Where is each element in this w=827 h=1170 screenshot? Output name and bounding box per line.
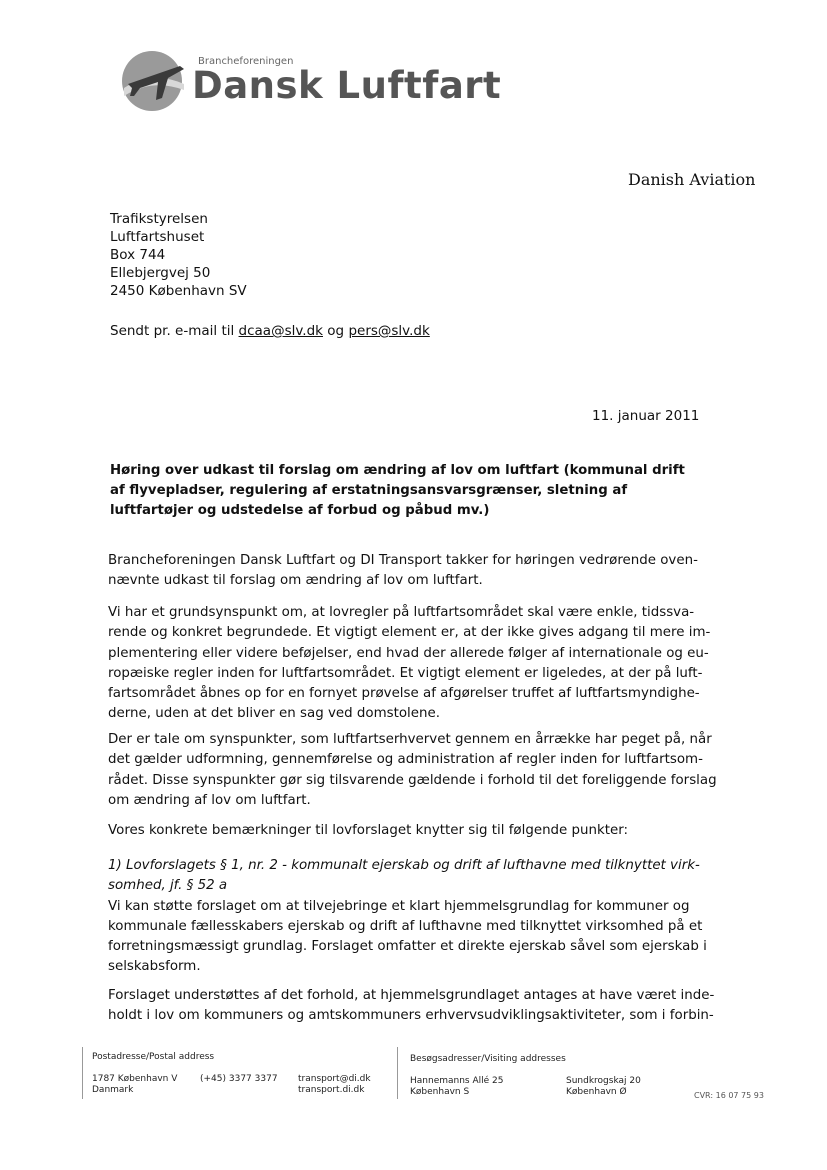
paragraph-intro: [108, 551, 698, 592]
recipient-line: Box 744: [110, 247, 166, 263]
recipient-line: 2450 København SV: [110, 283, 247, 299]
paragraph-line: det gælder udformning, gennemførelse og administration af regler inden for luftfartsom-: [108, 752, 703, 768]
paragraph-remarks-intro: [108, 821, 694, 841]
email-address: transport@di.dk: [298, 1074, 371, 1084]
visit-line: Sundkrogskaj 20: [566, 1076, 641, 1086]
section-1: [108, 856, 707, 978]
footer-divider: [82, 1047, 83, 1099]
paragraph-line: plementering eller videre beføjelser, end hvad der allerede følger af internationale og eu-: [108, 645, 709, 661]
email-link-pers[interactable]: pers@slv.dk: [348, 323, 430, 339]
website: transport.di.dk: [298, 1085, 365, 1095]
recipient-line: Luftfartshuset: [110, 229, 205, 245]
paragraph-line: Vi kan støtte forslaget om at tilvejebringe et klart hjemmelsgrundlag for kommuner og: [108, 898, 690, 914]
visit-line: Hannemanns Allé 25: [410, 1076, 504, 1086]
paragraph-line: derne, uden at det bliver en sag ved domstolene.: [108, 706, 440, 722]
paragraph-line: kommunale fællesskabers ejerskab og drift af lufthavne med tilknyttet virksomhed på et: [108, 918, 703, 934]
letter-date: 11. januar 2011: [592, 408, 700, 424]
contact-info: [298, 1074, 371, 1096]
airplane-globe-icon: [118, 44, 192, 114]
visit-line: København Ø: [566, 1087, 627, 1097]
postal-line: 1787 København V: [92, 1074, 178, 1084]
visiting-heading: Besøgsadresser/Visiting addresses: [410, 1054, 566, 1064]
paragraph-line: selskabsform.: [108, 959, 201, 975]
paragraph-support: [108, 986, 715, 1027]
email-link-dcaa[interactable]: dcaa@slv.dk: [238, 323, 323, 339]
paragraph-line: ropæiske regler inden for luftfartsområdet. Et vigtigt element er ligeledes, at der på luft-: [108, 665, 703, 681]
recipient-line: Trafikstyrelsen: [110, 211, 208, 227]
paragraph-line: forretningsmæssigt grundlag. Forslaget omfatter et direkte ejerskab såvel som ejerskab i: [108, 939, 707, 955]
recipient-line: Ellebjergvej 50: [110, 265, 211, 281]
paragraph-line: Brancheforeningen Dansk Luftfart og DI Transport takker for høringen vedrørende oven-: [108, 553, 698, 568]
paragraph-line: om ændring af lov om luftfart.: [108, 792, 311, 808]
paragraph-line: Der er tale om synspunkter, som luftfartserhvervet gennem en årrække har peget på, når: [108, 732, 712, 747]
visiting-address-1: [410, 1076, 503, 1098]
paragraph-principle: [108, 603, 711, 725]
recipient-address: [110, 210, 247, 300]
sent-line: [110, 323, 430, 339]
postal-address: [92, 1074, 177, 1096]
paragraph-line: holdt i lov om kommuners og amtskommuners erhvervsudviklingsaktiviteter, som i forbin-: [108, 1008, 714, 1024]
cvr-number: CVR: 16 07 75 93: [694, 1091, 764, 1100]
dansk-luftfart-logo: [118, 44, 502, 114]
paragraph-line: Vi har et grundsynspunkt om, at lovregler på luftfartsområdet skal være enkle, tidssva-: [108, 605, 695, 620]
paragraph-line: Forslaget understøttes af det forhold, at hjemmelsgrundlaget antages at have været inde-: [108, 988, 715, 1003]
sent-prefix: Sendt pr. e-mail til: [110, 323, 235, 339]
section-heading: somhed, jf. § 52 a: [108, 878, 228, 894]
letter-subject: Høring over udkast til forslag om ændring af lov om luftfart (kommunal drift af flyvepladser, regulering af erstatningsansvarsgrænser, sletning af luftfartøjer og udstedelse af forbud og påbud mv.): [110, 463, 685, 518]
paragraph-line: rådet. Disse synspunkter gør sig tilsvarende gældende i forhold til det foreliggende forslag: [108, 772, 717, 788]
paragraph-line: nævnte udkast til forslag om ændring af lov om luftfart.: [108, 573, 483, 589]
visiting-address-2: [566, 1076, 641, 1098]
paragraph-viewpoints: [108, 730, 717, 811]
section-heading: 1) Lovforslagets § 1, nr. 2 - kommunalt ejerskab og drift af lufthavne med tilknyttet virk-: [108, 858, 700, 873]
logo-title: Dansk Luftfart: [192, 64, 502, 107]
footer-divider: [397, 1047, 398, 1099]
tagline: Danish Aviation: [628, 170, 756, 189]
logo-small-text: Brancheforeningen: [198, 56, 294, 67]
phone-number: (+45) 3377 3377: [200, 1074, 278, 1084]
postal-line: Danmark: [92, 1085, 134, 1095]
visit-line: København S: [410, 1087, 470, 1097]
postal-heading: Postadresse/Postal address: [92, 1052, 215, 1062]
sent-connector: og: [327, 323, 345, 339]
paragraph-line: fartsområdet åbnes op for en fornyet prøvelse af afgørelser truffet af luftfartsmyndighe-: [108, 686, 700, 702]
paragraph-line: rende og konkret begrundede. Et vigtigt element er, at der ikke gives adgang til mere im-: [108, 625, 711, 641]
paragraph-line: Vores konkrete bemærkninger til lovforslaget knytter sig til følgende punkter:: [108, 823, 629, 838]
